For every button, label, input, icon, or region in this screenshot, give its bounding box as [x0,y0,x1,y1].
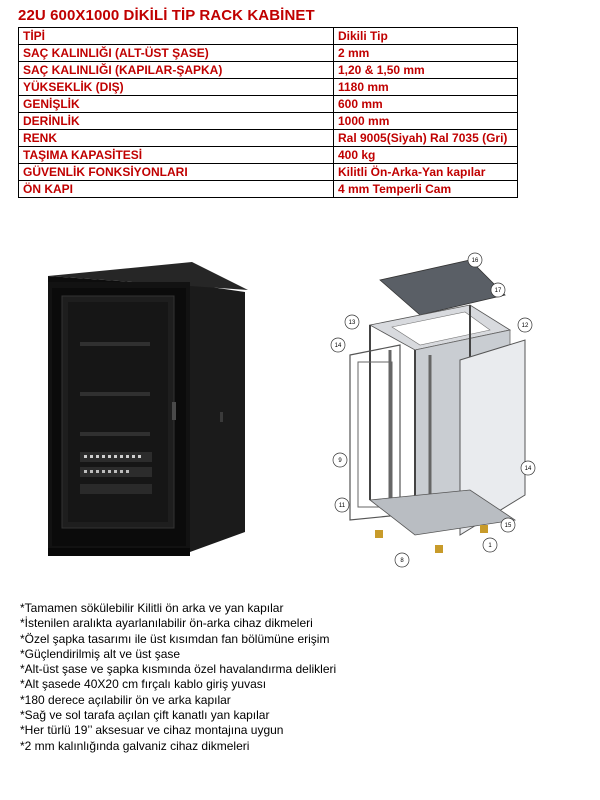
spec-row [19,164,518,181]
spec-key: TİPİ [19,28,334,45]
spec-value: Ral 9005(Siyah) Ral 7035 (Gri) [334,130,518,147]
feature-item: *Tamamen sökülebilir Kilitli ön arka ve yan kapılar [20,601,284,615]
spec-value: 2 mm [334,45,518,62]
spec-key: DERİNLİK [19,113,334,130]
feature-item: *Alt-üst şase ve şapka kısmında özel havalandırma delikleri [20,662,337,677]
cabinet-photo [40,262,250,562]
callout-16: 16 [471,258,479,264]
feature-item: *Sağ ve sol tarafa açılan çift kanatlı yan kapılar [20,708,270,723]
callout-12: 12 [521,323,529,329]
exploded-diagram [330,250,540,580]
spec-value: 4 mm Temperli Cam [334,181,518,198]
feature-item: *Her türlü 19’’ aksesuar ve cihaz montajına uygun [20,723,284,738]
spec-value: 1000 mm [334,113,518,130]
spec-key: YÜKSEKLİK (DIŞ) [19,79,334,96]
spec-row [19,147,518,164]
spec-row [19,28,518,45]
callout-13: 13 [348,320,356,326]
feature-item: *Güçlendirilmiş alt ve üst şase [20,646,181,661]
callout-14a: 14 [334,343,342,349]
callout-1: 1 [488,543,492,549]
spec-row [19,181,518,198]
spec-value: 600 mm [334,96,518,113]
feature-item: *180 derece açılabilir ön ve arka kapılar [20,692,231,707]
spec-value: Kilitli Ön-Arka-Yan kapılar [334,164,518,181]
callout-11: 11 [338,503,346,509]
spec-key: ÖN KAPI [19,181,334,198]
spec-key: TAŞIMA KAPASİTESİ [19,147,334,164]
feature-item: *Alt şasede 40X20 cm fırçalı kablo giriş yuvası [20,677,267,692]
callout-15: 15 [504,523,512,529]
spec-key: SAÇ KALINLIĞI (KAPILAR-ŞAPKA) [19,62,334,79]
feature-item: *İstenilen aralıkta ayarlanılabilir ön-arka cihaz dikmeleri [20,616,313,631]
feature-item: *2 mm kalınlığında galvaniz cihaz dikmeleri [20,738,250,753]
spec-row [19,45,518,62]
callout-8: 8 [400,558,404,564]
spec-row [19,62,518,79]
spec-value: 400 kg [334,147,518,164]
spec-value: Dikili Tip [334,28,518,45]
spec-key: SAÇ KALINLIĞI (ALT-ÜST ŞASE) [19,45,334,62]
spec-key: GENİŞLİK [19,96,334,113]
spec-row [19,113,518,130]
spec-row [19,79,518,96]
spec-row [19,96,518,113]
spec-table [18,27,518,198]
spec-key: GÜVENLİK FONKSİYONLARI [19,164,334,181]
feature-item: *Özel şapka tasarımı ile üst kısımdan fan bölümüne erişim [20,631,330,646]
callout-9: 9 [338,458,342,464]
callout-17: 17 [494,288,502,294]
feature-list [20,601,336,754]
spec-value: 1180 mm [334,79,518,96]
spec-key: RENK [19,130,334,147]
spec-value: 1,20 & 1,50 mm [334,62,518,79]
spec-row [19,130,518,147]
callout-14b: 14 [524,466,532,472]
document-title: 22U 600X1000 DİKİLİ TİP RACK KABİNET [18,7,315,24]
